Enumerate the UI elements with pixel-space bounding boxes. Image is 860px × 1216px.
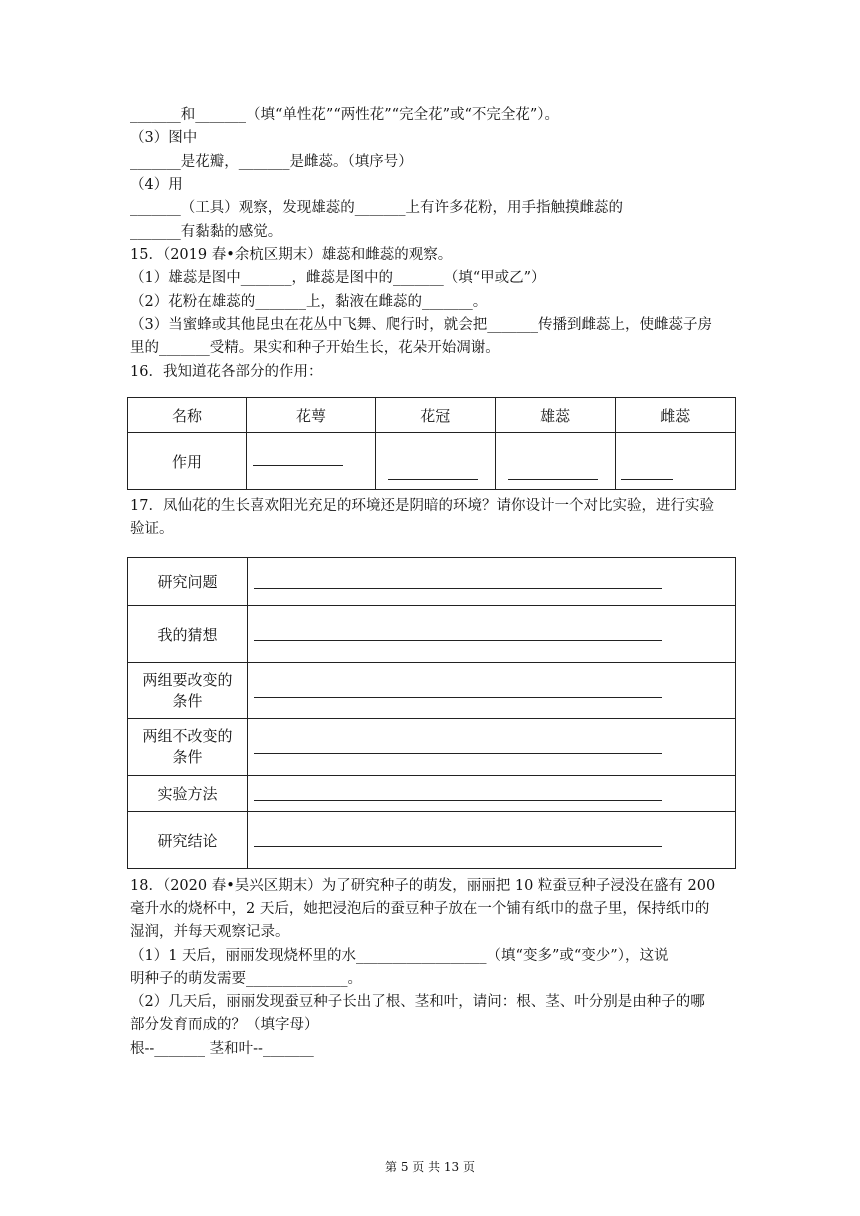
text-line: 根--_______ 茎和叶--_______ (130, 1041, 314, 1057)
row-label: 两组要改变的 条件 (128, 663, 248, 719)
text-line: （1）1 天后，丽丽发现烧杯里的水__________________（填“变多”或“变少”），这说 (130, 948, 669, 964)
answer-blank[interactable] (254, 799, 662, 801)
table-header: 雄蕊 (495, 398, 615, 433)
answer-blank[interactable] (508, 465, 598, 480)
answer-blank[interactable] (254, 752, 662, 754)
answer-cell[interactable] (495, 433, 615, 490)
answer-cell[interactable] (375, 433, 495, 490)
answer-cell[interactable] (248, 776, 736, 812)
text-line: 明种子的萌发需要______________。 (130, 971, 362, 987)
text-line: 部分发育而成的？（填字母） (130, 1017, 319, 1033)
text-line: （2）花粉在雄蕊的_______上，黏液在雌蕊的_______。 (130, 294, 488, 310)
text-line: （4）用 (130, 177, 183, 193)
text-line: （1）雄蕊是图中_______，雌蕊是图中的_______（填“甲或乙”） (130, 270, 546, 286)
table-header: 名称 (128, 398, 247, 433)
answer-cell[interactable] (248, 663, 736, 719)
answer-cell[interactable] (615, 433, 736, 490)
answer-blank[interactable] (253, 451, 343, 466)
table-header: 雌蕊 (615, 398, 736, 433)
text-line: 毫升水的烧杯中，2 天后，她把浸泡后的蚕豆种子放在一个铺有纸巾的盘子里，保持纸巾的 (130, 901, 710, 917)
question-18-title: 18．（2020 春•吴兴区期末）为了研究种子的萌发，丽丽把 10 粒蚕豆种子浸没在盛有 200 (130, 878, 716, 894)
row-label: 两组不改变的 条件 (128, 719, 248, 776)
row-label: 研究问题 (128, 558, 248, 606)
table-header: 花萼 (247, 398, 376, 433)
answer-blank[interactable] (254, 845, 662, 847)
answer-blank[interactable] (254, 587, 662, 589)
text-line: （3）图中 (130, 130, 198, 146)
answer-blank[interactable] (388, 465, 478, 480)
text-line: （2）几天后，丽丽发现蚕豆种子长出了根、茎和叶，请问：根、茎、叶分别是由种子的哪 (130, 994, 705, 1010)
flower-parts-table (127, 397, 736, 490)
question-16-title: 16．我知道花各部分的作用： (130, 364, 323, 380)
text-line: 验证。 (130, 521, 174, 537)
question-15-title: 15．（2019 春•余杭区期末）雄蕊和雌蕊的观察。 (130, 247, 453, 263)
answer-cell[interactable] (248, 812, 736, 869)
text-line: _______是花瓣，_______是雌蕊。（填序号） (130, 154, 413, 170)
answer-cell[interactable] (247, 433, 376, 490)
row-label: 实验方法 (128, 776, 248, 812)
text-line: _______（工具）观察，发现雄蕊的_______上有许多花粉，用手指触摸雌蕊的 (130, 200, 623, 216)
table-row-label: 作用 (128, 433, 247, 490)
row-label: 研究结论 (128, 812, 248, 869)
experiment-design-table (127, 557, 736, 869)
row-label: 我的猜想 (128, 606, 248, 663)
answer-blank[interactable] (254, 696, 662, 698)
answer-blank[interactable] (621, 465, 673, 480)
answer-cell[interactable] (248, 606, 736, 663)
text-line: _______有黏黏的感觉。 (130, 224, 283, 240)
text-line: _______和_______（填“单性花”“两性花”“完全花”或“不完全花”）。 (130, 107, 560, 123)
table-header: 花冠 (375, 398, 495, 433)
answer-blank[interactable] (254, 639, 662, 641)
text-line: 里的_______受精。果实和种子开始生长，花朵开始凋谢。 (130, 340, 500, 356)
text-line: （3）当蜜蜂或其他昆虫在花丛中飞舞、爬行时，就会把_______传播到雌蕊上，使雌蕊子房 (130, 317, 712, 333)
answer-cell[interactable] (248, 719, 736, 776)
text-line: 湿润，并每天观察记录。 (130, 924, 290, 940)
page-number: 第 5 页 共 13 页 (385, 1160, 475, 1174)
answer-cell[interactable] (248, 558, 736, 606)
question-17-title: 17．凤仙花的生长喜欢阳光充足的环境还是阴暗的环境？请你设计一个对比实验，进行实验 (130, 498, 714, 514)
